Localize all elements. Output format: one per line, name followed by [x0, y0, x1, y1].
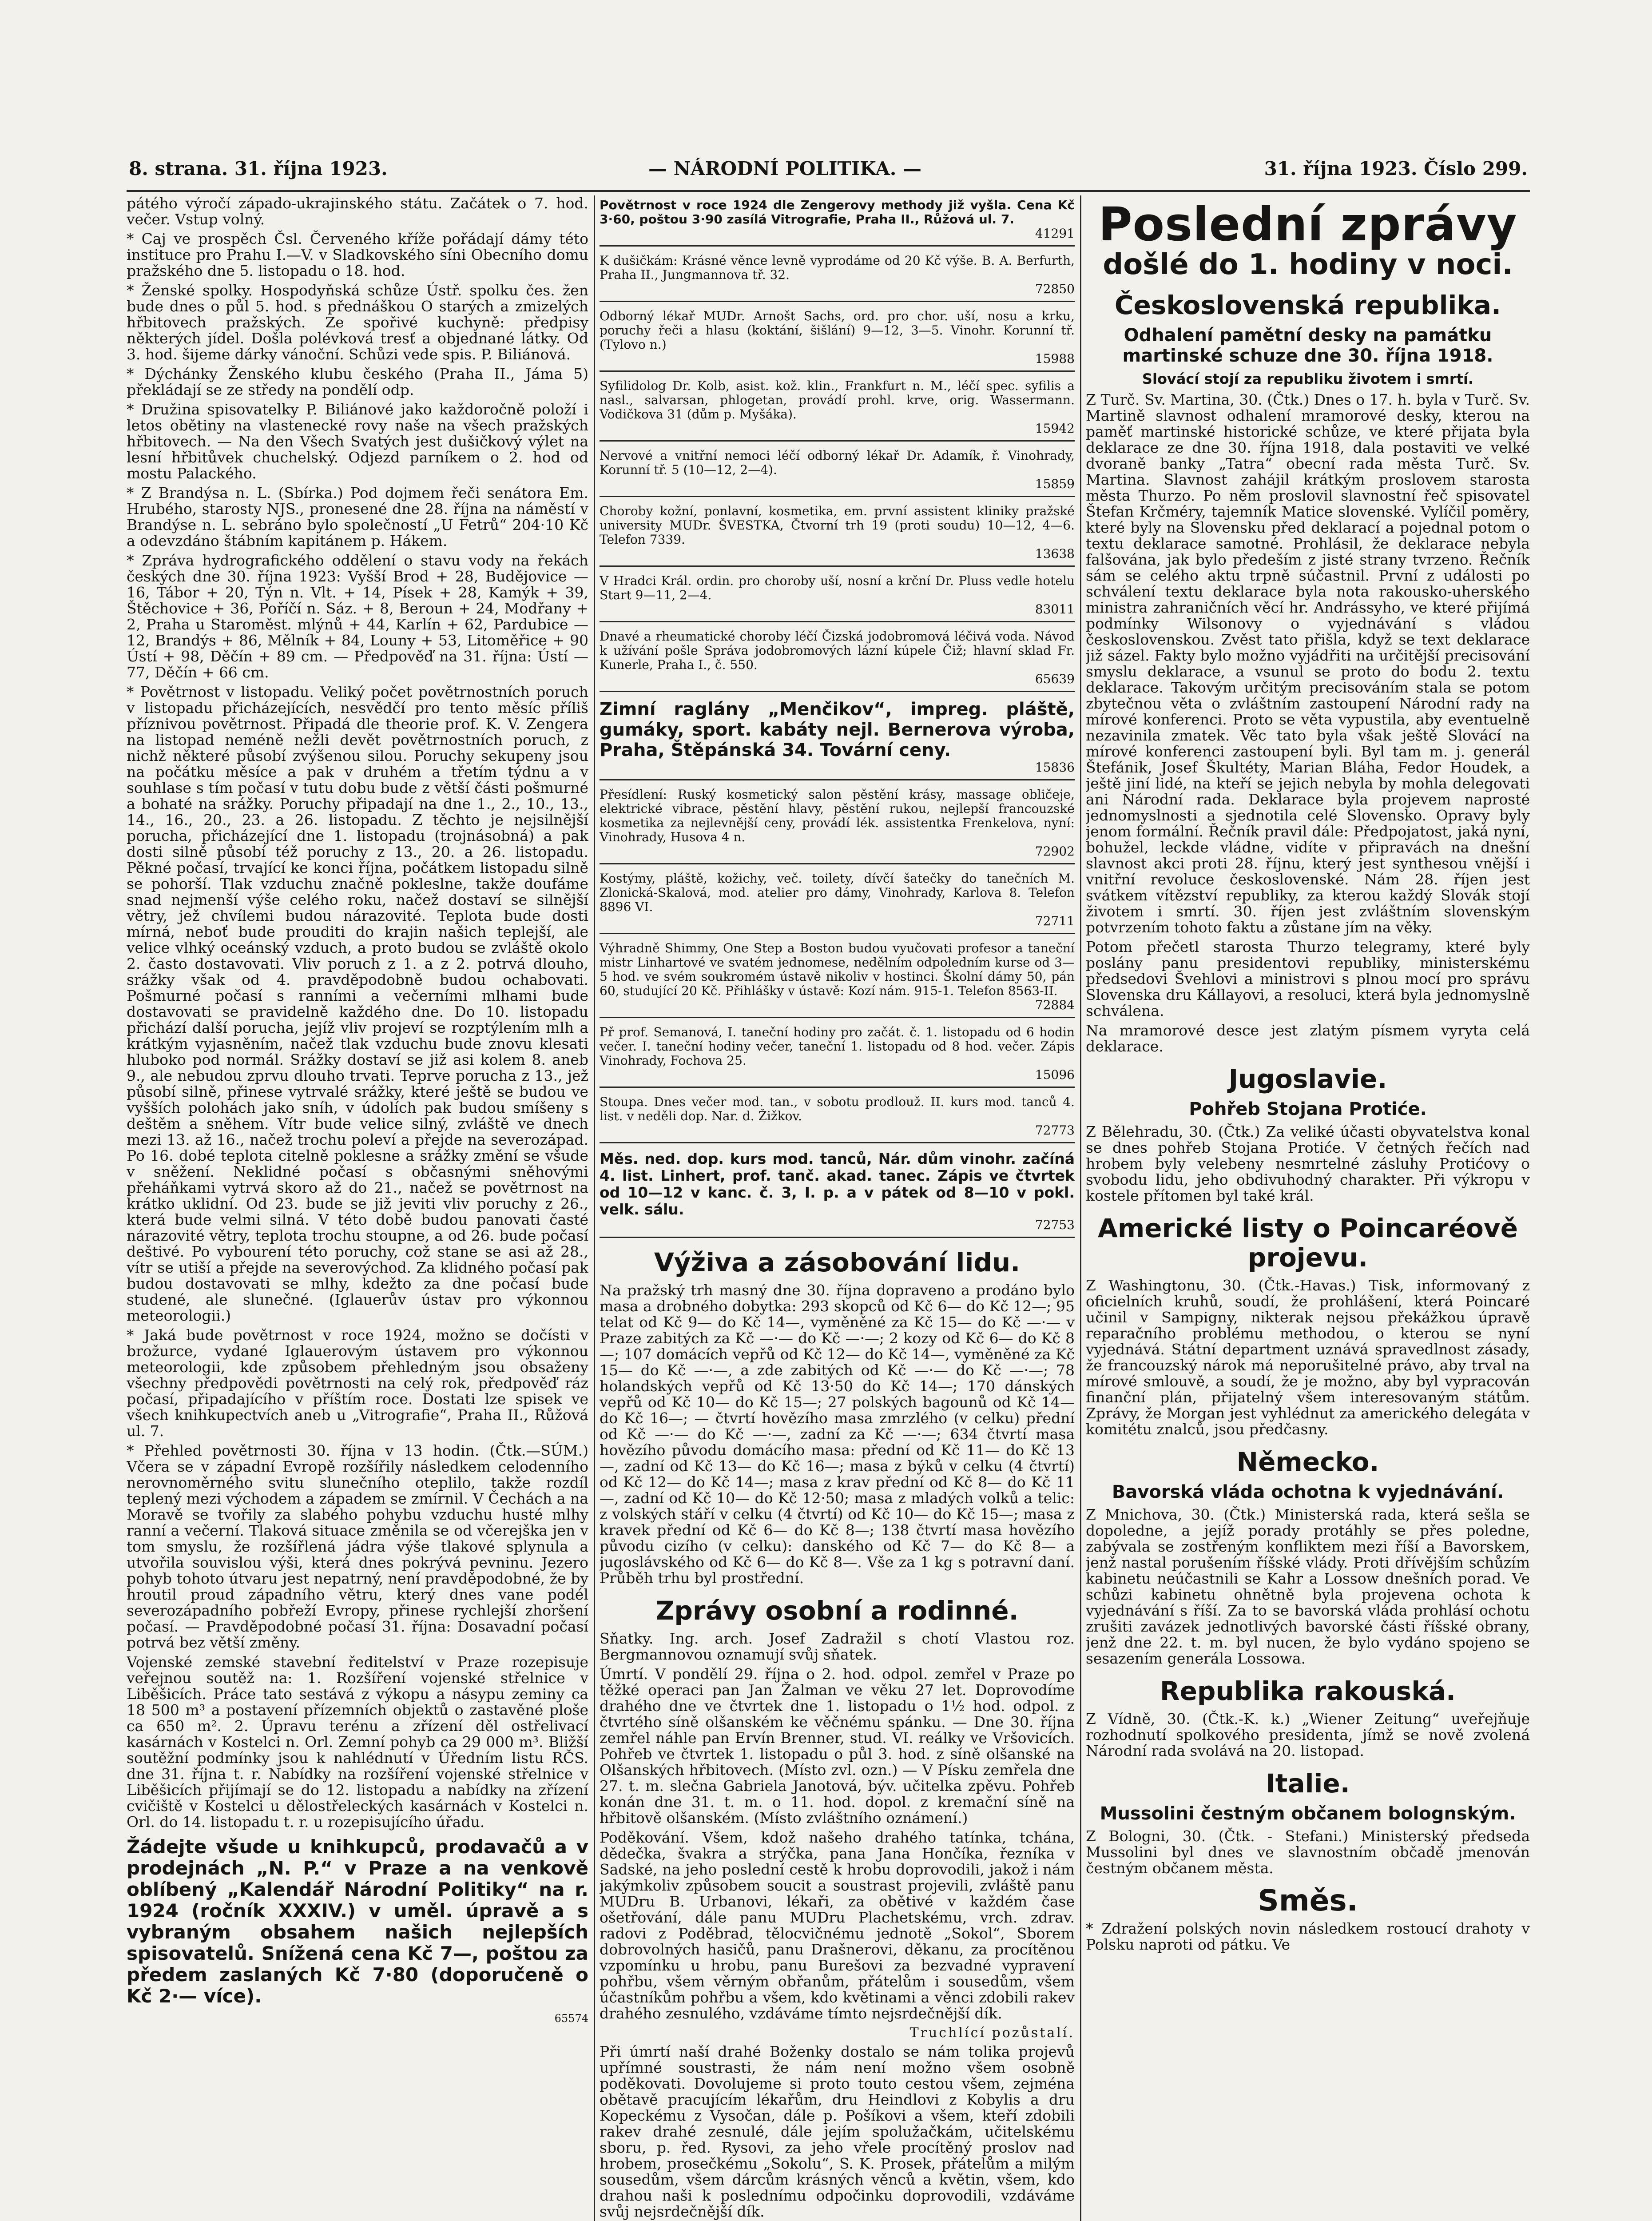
section-heading: Výživa a zásobování lidu.: [654, 1247, 1021, 1278]
section-heading: Československá republika.: [1114, 290, 1501, 320]
ad-text: Syfilidolog Dr. Kolb, asist. kož. klin., Frankfurt n. M., léčí spec. syfilis a nasl., salvarsan, phlogetan, provádí prohl. krve, orig. Wassermann. Vodičkova 31 (dům p. Myšáka).: [600, 378, 1075, 422]
article-paragraph: Na pražský trh masný dne 30. října dopraveno a prodáno bylo masa a drobného dobytka: 293 skopců od Kč 6— do Kč 12—; 95 telat od Kč 9— do Kč 14—, vyměněné za Kč 15— do Kč —·— v Praze zabitých za Kč —·— do Kč —·—; 2 kozy od Kč 6— do Kč 8—; 107 domácích vepřů od Kč 12— do Kč 14—, vyměněné za Kč 15— do Kč —·—, a zde zabitých od Kč —·— do Kč —·—; 78 holandských vepřů od Kč 13·50 do Kč 14—; 170 dánských vepřů od Kč 10— do Kč 15—; 27 polských bagounů od Kč 14— do Kč 16—; — čtvrtí hovězího masa zmrzlého (v celku) přední od Kč —·— do Kč —·—, zadní za Kč —·—; 634 čtvrtí masa hovězího původu domácího masa: přední od Kč 11— do Kč 13—, zadní od Kč 13— do Kč 16—; masa z býků v celku (4 čtvrtí) od Kč 12— do Kč 14—; masa z krav přední od Kč 8— do Kč 11—, zadní od Kč 10— do Kč 12·50; masa z mladých volků a telic: z volských stáří v celku (4 čtvrtí) od Kč 10— do Kč 15—; masa z kravek přední od Kč 6— do Kč 8—; 138 čtvrtí masa hovězího původu cizího (v celku): danského od Kč 7— do Kč 8— a jugoslávského od Kč 6— do Kč 8—. Vše za 1 kg s potravní daní. Průběh trhu byl prostřední.: [600, 1282, 1075, 1587]
section-heading: Italie.: [1266, 1768, 1350, 1799]
article-paragraph: Z Bělehradu, 30. (Čtk.) Za veliké účasti obyvatelstva konal se dnes pohřeb Stojana Protiće. V četných řečích nad hrobem byly velebeny nesmrtelné zásluhy Protićovy o svobodu lidu, jeho obdivuhodný charakter. Při výkropu v kostele přítomen byl také král.: [1086, 1123, 1530, 1204]
classified-ad: [600, 195, 1075, 247]
signature: Truchlící pozůstalí.: [909, 2025, 1075, 2041]
article-paragraph: Z Bologni, 30. (Čtk. - Stefani.) Ministerský předseda Mussolini byl dnes ve slavnostním občadě jmenován čestným občanem města.: [1086, 1827, 1530, 1877]
article-paragraph: * Zpráva hydrografického oddělení o stavu vody na řekách českých dne 30. října 1923: Vyšší Brod + 28, Budějovice — 16, Tábor + 20, Týn n. Vlt. + 14, Písek + 28, Kamýk + 39, Štěchovice + 36, Poříčí n. Sáz. + 8, Beroun + 24, Modřany + 2, Praha u Staroměst. mlýnů + 44, Karlín + 62, Pardubice — 12, Brandýs + 86, Mělník + 84, Louny + 53, Litoměřice + 90 Ústí + 98, Děčín + 89 cm. — Předpověď na 31. října: Ústí — 77, Děčín + 66 cm.: [127, 552, 588, 681]
column-1: [127, 195, 588, 2221]
classified-ad: [600, 697, 1075, 780]
article-paragraph: Potom přečetl starosta Thurzo telegramy, které byly poslány panu presidentovi republiky, ministerskému předsedovi Švehlovi a ministrovi s plnou mocí pro správu Slovenska dru Kállayovi, a resoluci, která byla jednomyslně schválena.: [1086, 938, 1530, 1019]
article-paragraph: * Z Brandýsa n. L. (Sbírka.) Pod dojmem řeči senátora Em. Hrubého, starosty NJS., pronesené dne 28. října na náměstí v Brandýse n. L. sebráno bylo společností „U Fetrů“ 204·10 Kč a odevzdáno štábním kapitánem p. Hákem.: [127, 484, 588, 549]
article-paragraph: Vojenské zemské stavební ředitelství v Praze rozepisuje veřejnou soutěž na: 1. Rozšíření vojenské střelnice v Liběšicích. Práce tato sestává z výkopu a násypu zeminy ca 18 500 m³ a postavení přízemních objektů o zastavěné ploše ca 650 m². 2. Úpravu terénu a zřízení děl ostřelivací kasárnách v Kostelci n. Orl. Zemní pohyb ca 29 000 m³. Bližší soutěžní podmínky jsou k nahlédnutí v Úředním listu RČS. dne 31. října t. r. Nabídky na rozšíření vojenské střelnice v Liběšicích přijímají se do 12. listopadu a nabídky na zřízení cvičiště v Kostelci u dělostřeleckých kasárnách v Kostelci n. Orl. do 14. listopadu t. r. u rozepisujícího úřadu.: [127, 1653, 588, 1831]
ad-number: 72773: [1035, 1123, 1075, 1138]
ad-text: Přesídlení: Ruský kosmetický salon pěstění krásy, massage obličeje, elektrické vibrace, pěstění hlavy, pěstění rukou, nejlepší francouzské kosmetika za nejlevnější ceny, provádí lék. assistentka Frenkelova, nyní: Vinohrady, Husova 4 n.: [600, 787, 1075, 844]
article-paragraph: Při úmrtí naší drahé Boženky dostalo se nám tolika projevů upřímné soustrasti, že nám není možno všem osobně poděkovati. Dovolujeme si proto touto cestou všem, zejména obětavě pracujícím lékařům, dru Heindlovi z Kobylis a dru Kopeckému z Vysočan, dále p. Pošíkovi a všem, kteří zdobili rakev drahé zesnulé, dále jejím spolužačkám, učitelskému sboru, p. řed. Rysovi, za jeho vřele procítěný proslov nad hrobem, prosečkému „Sokolu“, S. K. Prosek, přátelům a milým sousedům, všem dárcům krásných věnců a květin, všem, kdo drahou naši k poslednímu odpočinku doprovodili, vzdáváme svůj nejsrdečnější dík.: [600, 2043, 1075, 2220]
header-right: 31. října 1923. Číslo 299.: [1264, 158, 1528, 179]
column-divider-2: [1080, 195, 1081, 2221]
classified-ad: [600, 376, 1075, 442]
article-headline: Odhalení pamětní desky na památku martinské schuze dne 30. října 1918.: [1122, 325, 1493, 366]
ad-number: 72902: [1035, 844, 1075, 859]
column-3: [1086, 195, 1530, 2221]
ad-text: Př prof. Semanová, I. taneční hodiny pro začát. č. 1. listopadu od 6 hodin večer. I. taneční hodiny večer, taneční 1. listopadu od 8 hod. večer. Zápis Vinohrady, Fochova 25.: [600, 1025, 1075, 1068]
header-left: 8. strana. 31. října 1923.: [129, 158, 388, 179]
ad-number: 65574: [554, 2012, 588, 2025]
header-center: — NÁRODNÍ POLITIKA. —: [648, 158, 922, 179]
article-paragraph: Poděkování. Všem, kdož našeho drahého tatínka, tchána, dědečka, švakra a strýčka, pana Jana Hončíka, řezníka v Sadské, na jeho poslední cestě k hrobu doprovodili, jakož i nám jakýmkoliv způsobem soucit a soustrast projevili, zvláště panu MUDru B. Urbanovi, lékaři, za obětivé v každém čase ošetřování, dále panu MUDru Plachetskému, vrch. zdrav. radovi z Poděbrad, tělocvičnému jednotě „Sokol“, Sborem dobrovolných hasičů, panu Drašnerovi, děkanu, za procítěnou vzpomínku u hrobu, panu Burešovi za bezvadné vypravení pohřbu, všem věrným obřanům, přátelům i sousedům, všem účastníkům pohřbu a všem, kdo květinami a věnci zdobili rakev drahého zesnulého, vzdáváme tímto nejsrdečnější dík.: [600, 1829, 1075, 2022]
classified-ad: [600, 939, 1075, 1018]
section-heading: Německo.: [1236, 1447, 1379, 1477]
article-paragraph: Z Mnichova, 30. (Čtk.) Ministerská rada, která sešla se dopoledne, a jejíž porady protáhly se přes poledne, zabývala se zostřeným konfliktem mezi říší a Bavorskem, jenž nastal porušením říšské vlády. Proti dřívějším schůzím kabinetu neúčastnili se Kahr a Lossow dnešních porad. Ve schůzi kabinetu ohnětně byla projevena ochota k vyjednávání s říší. Za to se bavorská vláda prohlásí ochotu zrušiti zavázek jednotlivých bavorské části říšské obrany, jenž dne 22. t. m. byl nucen, že bylo vydáno spojeno se sesazením generála Lossowa.: [1086, 1506, 1530, 1667]
classified-ad: [600, 251, 1075, 302]
article-paragraph: Z Turč. Sv. Martina, 30. (Čtk.) Dnes o 17. h. byla v Turč. Sv. Martině slavnost odhalení mramorové desky, kterou na paměť martinské historické schůze, ve které přijata byla deklarace ze dne 30. října 1918, dala postaviti ve velké dvoraně banky „Tatra“ obecní rada města Turč. Sv. Martina. Slavnost zahájil krátkým proslovem starosta města Thurzo. Po něm proslovil slavnostní řeč spisovatel Štefan Krčméry, tajemník Matice slovenské. Vylíčil poměry, které byly na Slovensku před deklarací a pojednal potom o textu deklarace samotné. Prohlásil, že deklarace nebyla falšována, jak bylo předeším z jisté strany tvrzeno. Řečník sám se celého aktu trpně súčastnil. První z události po schválení textu deklarace byla nota rakousko-uherského ministra zahraničních věcí hr. Andrássyho, ve které přijímá podmínky Wilsonovy o vyjednávání s vládou československou. Zvěst tato přišla, když se text deklarace již sázel. Fakty bylo možno vyjádřiti na určitější precisování smyslu deklarace, a vsunul se proto do bodu 2. textu deklarace. Takovým určitým precisováním stala se potom zbytečnou věta o zvláštním zastoupení Národní rady na mírové konferenci. Proto se věta vypustila, aby eventuelně nezavinila zmatek. Věc tato byla však ještě Slovácí na mírové konferenci zastoupení byli. Byl tam m. j. generál Štefánik, Josef Škultéty, Marian Bláha, Fedor Houdek, a ještě jiní lidé, na kteří se jejich nebyla by mohla delegovati ani Národní rada. Deklarace byla projevem naprosté jednomyslnosti a sjednotila celé Slovensko. Opravy byly jenom formální. Řečník pravil dále: Předpojatost, jaká nyní, bohužel, leckde vládne, vidíte v připravách na dnešní slavnost akci proti 28. říjnu, který jest synthesou vnější i vnitřní revoluce československé. Nám 28. říjen jest svátkem vítězství republiky, za kterou každý Slovák stojí životem i smrtí. 30. říjen jest zvláštním slovenským potvrzením tohoto faktu a zůstane jím na věky.: [1086, 391, 1530, 936]
classified-ad: [600, 446, 1075, 497]
article-paragraph: * Dýchánky Ženského klubu českého (Praha II., Jáma 5) překládají se ze středy na pondělí odp.: [127, 365, 588, 398]
section-heading: Republika rakouská.: [1160, 1676, 1456, 1706]
ad-text: Dnavé a rheumatické choroby léčí Čizská jodobromová léčivá voda. Návod k užívání pošle Správa jodobromových lázní kúpele Čiž; hlavní sklad Fr. Kunerle, Praha I., č. 550.: [600, 629, 1075, 672]
ad-number: 83011: [1035, 602, 1075, 617]
ad-text: Měs. ned. dop. kurs mod. tanců, Nár. dům vinohr. začíná 4. list. Linhert, prof. tanč. akad. tanec. Zápis ve čtvrtek od 10—12 v kanc. č. 3, I. p. a v pátek od 8—10 v pokl. velk. sálu.: [600, 1150, 1075, 1218]
section-heading: Zprávy osobní a rodinné.: [655, 1596, 1019, 1626]
article-paragraph: * Povětrnost v listopadu. Veliký počet povětrnostních poruch v listopadu přicházejících, nesvědčí pro tento měsíc příliš příznivou povětrnost. Připadá dle theorie prof. K. V. Zengera na listopad neméně nežli devět povětrnostních poruch, z nichž některé působí zvýšenou silou. Poruchy sekupeny jsou na počátku měsíce a pak v druhém a třetím týdnu a v souhlase s tím počasí v tutu dobu bude z větší části pošmurné a bohaté na srážky. Poruchy připadají na dne 1., 2., 10., 13., 14., 16., 20., 23. a 26. listopadu. Z těchto je nejsilnější porucha, přicházející dne 1. listopadu (trojnásobná) a pak dosti silně působí též poruchy z 13., 20. a 26. listopadu. Pěkné počasí, trvající ke konci října, počátkem listopadu silně se pohorší. Tlak vzduchu značně pokleslne, takže doufáme snad nejmenší výše celého roku, načež dostaví se silnější větry, jež chvílemi budou nárazovité. Teplota bude dosti mírná, neboť bude prouditi do krajin našich teplejší, ale velice vlhký oceánský vzduch, a proto budou se zvláště okolo 2. často dostavovati. Vliv poruch z 1. a z 2. potrvá dlouho, srážky však od 4. pravděpodobně budou ochabovati. Pošmurné počasí s ranními a večerními mlhami bude dostavovati se pravidelně každého dne. Do 10. listopadu přichází další porucha, jejíž vliv projeví se rozptýlením mlh a krátkým vyjasněním, načež tlak vzduchu bude znovu klesati hluboko pod normál. Srážky dostaví se již asi kolem 8. aneb 9., ale nebudou zprvu dlouho trvati. Teprve porucha z 13., jež působí silně, přinese vytrvalé srážky, které ještě se budou ve vyšších polohách jako sníh, v údolích pak budou smíšeny s deštěm a sněhem. Vítr bude velice silný, zvláště ve dnech mezi 13. až 16., načež trochu poleví a přejde na severozápad. Po 16. dobé teplota citelně poklesne a srážky změní se všude v sněžení. Neklidné počasí s občasnými sněhovými přeháňkami vytrvá skoro až do 21., načež se povětrnost na krátko uklidní. Od 23. bude se již jeviti vliv poruchy z 26., která bude velmi silná. V této době budou panovati časté nárazovité větry, teplota trochu stoupne, a od 26. bude počasí deštivé. Po vybourení této poruchy, což stane se asi až 28., vítr se utiší a přejde na severovýchod. Za klidného počasí pak budou dostavovati se mlhy, kdežto za dne počasí bude studené, ale slunečné. (Iglauerův ústav pro výkonnou meteorologii.): [127, 683, 588, 1324]
article-paragraph: Na mramorové desce jest zlatým písmem vyryta celá deklarace.: [1086, 1022, 1530, 1055]
header-rule: [127, 190, 1530, 192]
article-paragraph: Z Vídně, 30. (Čtk.-K. k.) „Wiener Zeitung“ uveřejňuje rozhodnutí spolkového presidenta, jímž se nově zvolená Národní rada svolává na 20. listopad.: [1086, 1710, 1530, 1759]
ad-number: 72850: [1035, 282, 1075, 296]
ad-text: Nervové a vnitřní nemoci léčí odborný lékař Dr. Adamík, ř. Vinohrady, Korunní tř. 5 (10—12, 2—4).: [600, 448, 1075, 477]
section-heading: Jugoslavie.: [1228, 1064, 1387, 1094]
classified-ad: [600, 785, 1075, 864]
article-paragraph: * Zdražení polských novin následkem rostoucí drahoty v Polsku naproti od pátku. Ve: [1086, 1920, 1530, 1953]
ad-number: 15836: [1035, 760, 1075, 775]
section-heading: Směs.: [1258, 1883, 1358, 1918]
article-headline: Mussolini čestným občanem bolognským.: [1100, 1803, 1516, 1824]
ad-number: 65639: [1035, 672, 1075, 686]
section-heading: Americké listy o Poincaréově projevu.: [1097, 1213, 1518, 1273]
ad-text: Výhradně Shimmy, One Step a Boston budou vyučovati profesor a taneční mistr Linhartové ve svatém jednomese, nedělním odpoledním kurse od 3—5 hod. ve svém soukromém ústavě nikoliv v hostinci. Školní dámy 50, pán 60, studující 20 Kč. Přihlášky v ústavě: Kozí nám. 915-1. Telefon 8563-II.: [600, 941, 1075, 998]
article-headline: Bavorská vláda ochotna k vyjednávání.: [1112, 1482, 1504, 1502]
ad-number: 72753: [1035, 1218, 1075, 1232]
article-paragraph: Z Washingtonu, 30. (Čtk.-Havas.) Tisk, informovaný z oficielních kruhů, soudí, že prohlášení, která Poincaré učinil v Sampigny, nikterak nejsou překážkou úpravě reparačního problému methodou, o kterou se nyní vyjednává. Státní department uznává spravedlnost zásady, že francouzský nárok má neporušitelné právo, aby trval na mírové smlouvě, a soudí, že je možno, aby byl vypracován finanční plán, přijatelný všem interesovaným státům. Zprávy, že Morgan jest vyhlédnut za amerického delegáta v komitétu znalců, jsou předčasny.: [1086, 1277, 1530, 1438]
ad-number: 15859: [1035, 477, 1075, 491]
ad-number: 72884: [1035, 998, 1075, 1012]
ad-text: Povětrnost v roce 1924 dle Zengerovy methody již vyšla. Cena Kč 3·60, poštou 3·90 zasílá Vitrografie, Praha II., Růžová ul. 7.: [600, 198, 1075, 227]
ad-text: Kostýmy, pláště, kožichy, več. toilety, dívčí šatečky do tanečních M. Zlonická-Skalová, mod. atelier pro dámy, Vinohrady, Karlova 8. Telefon 8896 VI.: [600, 871, 1075, 914]
classified-ad: [600, 869, 1075, 934]
ad-text: K dušičkám: Krásné věnce levně vyprodáme od 20 Kč výše. B. A. Berfurth, Praha II., Jungmannova tř. 32.: [600, 253, 1075, 282]
latest-news-subtitle: došlé do 1. hodiny v noci.: [1103, 248, 1513, 281]
classified-ad: [600, 1148, 1075, 1238]
classified-ad: [600, 502, 1075, 567]
column-2: [600, 195, 1075, 2221]
ad-number: 13638: [1035, 546, 1075, 561]
ad-text: Zimní raglány „Menčikov“, impreg. pláště, gumáky, sport. kabáty nejl. Bernerova výroba, Praha, Štěpánská 34. Tovární ceny.: [600, 699, 1075, 760]
article-paragraph: Sňatky. Ing. arch. Josef Zadražil s chotí Vlastou roz. Bergmannovou oznamují svůj sňatek.: [600, 1630, 1075, 1663]
ad-text: Odborný lékař MUDr. Arnošt Sachs, ord. pro chor. uší, nosu a krku, poruchy řeči a hlasu (koktání, šišlání) 9—12, 3—5. Vinohr. Korunní tř. (Tylovo n.): [600, 309, 1075, 352]
article-paragraph: * Caj ve prospěch Čsl. Červeného kříže pořádají dámy této instituce pro Prahu I.—V. v Sladkovského síni Obecního domu pražského dne 5. listopadu o 18. hod.: [127, 230, 588, 279]
article-paragraph: * Jaká bude povětrnost v roce 1924, možno se dočísti v brožurce, vydané Iglauerovým ústavem pro výkonnou meteorologii, kde způsobem přehledným jsou obsaženy všechny předpovědi povětrnosti na celý rok, předpověď ráz počasí, připadajícího v příštím roce. Dostati lze spisek ve všech knihkupectvích aneb u „Vitrografie“, Praha II., Růžová ul. 7.: [127, 1326, 588, 1440]
column-divider-1: [594, 195, 595, 2221]
ad-text: Stoupa. Dnes večer mod. tan., v sobotu prodlouž. II. kurs mod. tanců 4. list. v neděli dop. Nar. d. Žižkov.: [600, 1095, 1075, 1123]
article-paragraph: * Přehled povětrnosti 30. října v 13 hodin. (Čtk.—SÚM.) Včera se v západní Evropě rozšířily následkem celodenního nerovnoměrného svitu slunečního oteplilo, takže rozdíl teplený mezi východem a západem se zmírnil. V Čechách a na Moravě se tvořily za slabého pohybu vzduchu husté mlhy ranní a večerní. Tlaková situace změnila se od včerejška jen v tom smyslu, že rozšířlená jádra výše tlakové splynula a utvořila souvislou výši, která dnes pokrývá pevninu. Jezero pohyb tohoto útvaru jest nepatrný, není pravděpodobné, že by hroutil proud západního větru, který dnes vane podél severozápadního pobřeží Evropy, přinese rychlejší zhoršení počasí. — Pravděpodobné počasí 31. října: Dosavadní počasí potrvá bez větší změny.: [127, 1442, 588, 1651]
article-paragraph: Úmrtí. V pondělí 29. října o 2. hod. odpol. zemřel v Praze po těžké operaci pan Jan Žalman ve věku 27 let. Doprovodíme drahého dne ve čtvrtek dne 1. listopadu o 1½ hod. odpol. z čtvrtého síně olšanském ke věčnému spánku. — Dne 30. října zemřel náhle pan Ervín Brenner, stud. VI. reálky ve Vršovicích. Pohřeb ve čtvrtek 1. listopadu o půl 3. hod. z síně olšanské na Olšanských hřbitovech. (Místo zvl. ozn.) — V Písku zemřela dne 27. t. m. slečna Gabriela Janotová, býv. učitelka zpěvu. Pohřeb konán dne 31. t. m. o 11. hod. dopol. z kremační síně na hřbitově olšanském. (Místo zvláštního oznámení.): [600, 1665, 1075, 1827]
ad-number: 15096: [1035, 1067, 1075, 1082]
ad-number: 15942: [1035, 421, 1075, 436]
article-subheadline: Slovácí stojí za republiku životem i smrtí.: [1142, 370, 1474, 387]
classified-ad: [600, 1023, 1075, 1088]
article-paragraph: * Ženské spolky. Hospodyňská schůze Ústř. spolku čes. žen bude dnes o půl 5. hod. s přednáškou O starých a zmizelých hřbitovech pražských. Ze spořivé kuchyně: předpisy některých jídel. Došla polévková tresť a objednané látky. Od 3. hod. šijeme dárky vánoční. Schůzi vede spis. P. Biliánová.: [127, 282, 588, 363]
classified-ad: [600, 627, 1075, 692]
article-paragraph: * Družina spisovatelky P. Biliánové jako každoročně položí i letos obětiny na vlastenecké rovy naše na všech pražských hřbitovech. — Na den Všech Svatých jest dušičkový výlet na lesní hřbitůvek chuchelský. Odjezd parníkem o 2. hod od mostu Palackého.: [127, 401, 588, 482]
article-paragraph: pátého výročí západo-ukrajinského státu. Začátek o 7. hod. večer. Vstup volný.: [127, 195, 588, 228]
ad-number: 72711: [1035, 914, 1075, 928]
ad-text: V Hradci Král. ordin. pro choroby uší, nosní a krční Dr. Pluss vedle hotelu Start 9—11, 2—4.: [600, 573, 1075, 602]
classified-ad: [600, 1092, 1075, 1143]
classified-ad: [600, 571, 1075, 622]
ad-text: Choroby kožní, ponlavní, kosmetika, em. první assistent kliniky pražské university MUDr. ŠVESTKA, Čtvorní trh 19 (proti soudu) 10—12, 4—6. Telefon 7339.: [600, 504, 1075, 547]
latest-news-title: Poslední zprávy: [1098, 197, 1517, 251]
calendar-advertisement: Žádejte všude u knihkupců, prodavačů a v prodejnách „N. P.“ v Praze a na venkově oblíbený „Kalendář Národní Politiky“ na r. 1924 (ročník XXXIV.) v uměl. úpravě a s vybraným obsahem našich nejlepších spisovatelů. Snížená cena Kč 7—, poštou za předem zaslaných Kč 7·80 (doporučeně o Kč 2·— více).: [127, 1836, 588, 2007]
page-header: [129, 158, 1528, 184]
ad-number: 41291: [1035, 226, 1075, 241]
classified-ad: [600, 306, 1075, 372]
ad-number: 15988: [1035, 351, 1075, 366]
article-headline: Pohřeb Stojana Protiće.: [1189, 1099, 1427, 1119]
